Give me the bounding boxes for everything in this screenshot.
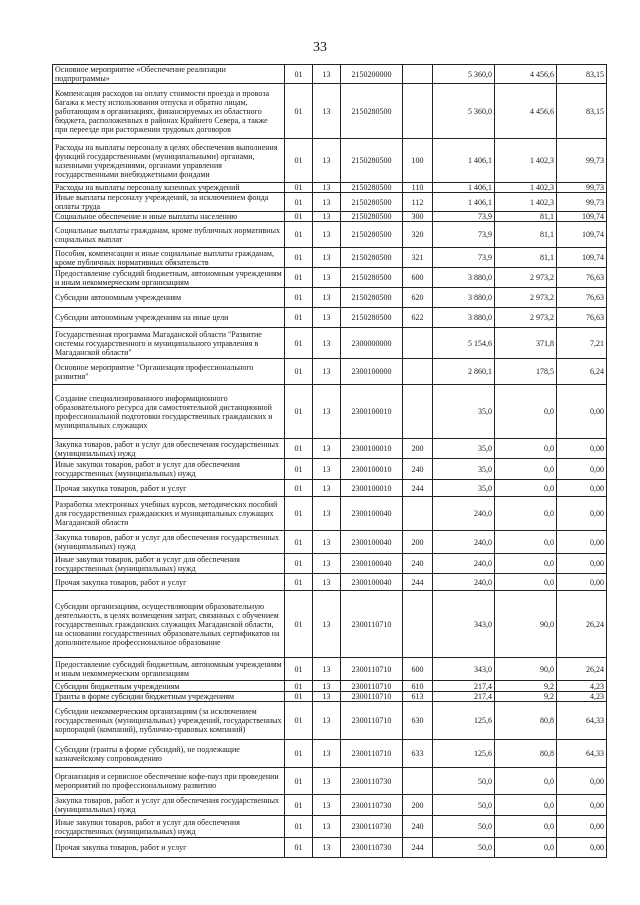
section-code: 01 [285, 183, 313, 193]
section-code: 01 [285, 531, 313, 554]
execution-percent: 7,21 [557, 328, 607, 359]
subsection-code: 13 [313, 591, 341, 658]
section-code: 01 [285, 439, 313, 459]
expense-type-code: 321 [403, 248, 433, 268]
expense-type-code: 622 [403, 308, 433, 328]
target-article-code: 2150280500 [341, 248, 403, 268]
execution-percent: 6,24 [557, 359, 607, 385]
execution-percent: 26,24 [557, 658, 607, 681]
expense-type-code: 633 [403, 740, 433, 768]
target-article-code: 2150280500 [341, 268, 403, 288]
approved-amount: 35,0 [433, 439, 495, 459]
section-code: 01 [285, 740, 313, 768]
execution-percent: 99,73 [557, 193, 607, 212]
target-article-code: 2300110730 [341, 838, 403, 858]
page-number: 33 [313, 40, 327, 55]
table-row [53, 554, 607, 574]
executed-amount: 0,0 [495, 795, 557, 816]
target-article-code: 2150280500 [341, 193, 403, 212]
execution-percent: 0,00 [557, 554, 607, 574]
row-name: Иные закупки товаров, работ и услуг для обеспечения государственных (муниципальных) нужд [53, 554, 285, 574]
table-row [53, 459, 607, 480]
section-code: 01 [285, 268, 313, 288]
expense-type-code: 600 [403, 268, 433, 288]
target-article-code: 2150280500 [341, 183, 403, 193]
approved-amount: 240,0 [433, 574, 495, 591]
row-name: Закупка товаров, работ и услуг для обеспечения государственных (муниципальных) нужд [53, 439, 285, 459]
subsection-code: 13 [313, 212, 341, 222]
executed-amount: 81,1 [495, 222, 557, 248]
section-code: 01 [285, 816, 313, 838]
row-name: Прочая закупка товаров, работ и услуг [53, 480, 285, 497]
expense-type-code [403, 385, 433, 439]
target-article-code: 2300110710 [341, 658, 403, 681]
target-article-code: 2150280500 [341, 288, 403, 308]
section-code: 01 [285, 658, 313, 681]
subsection-code: 13 [313, 574, 341, 591]
expense-type-code: 100 [403, 139, 433, 183]
approved-amount: 73,9 [433, 248, 495, 268]
executed-amount: 4 456,6 [495, 65, 557, 84]
subsection-code: 13 [313, 308, 341, 328]
row-name: Иные закупки товаров, работ и услуг для обеспечения государственных (муниципальных) нужд [53, 816, 285, 838]
executed-amount: 81,1 [495, 248, 557, 268]
table-row [53, 359, 607, 385]
approved-amount: 343,0 [433, 658, 495, 681]
subsection-code: 13 [313, 193, 341, 212]
subsection-code: 13 [313, 692, 341, 702]
approved-amount: 3 880,0 [433, 308, 495, 328]
table-row [53, 574, 607, 591]
approved-amount: 50,0 [433, 795, 495, 816]
execution-percent: 76,63 [557, 308, 607, 328]
expense-type-code: 630 [403, 702, 433, 740]
executed-amount: 4 456,6 [495, 84, 557, 139]
target-article-code: 2300110710 [341, 681, 403, 692]
subsection-code: 13 [313, 84, 341, 139]
table-row [53, 816, 607, 838]
execution-percent: 0,00 [557, 385, 607, 439]
target-article-code: 2300100040 [341, 574, 403, 591]
section-code: 01 [285, 139, 313, 183]
approved-amount: 50,0 [433, 768, 495, 795]
executed-amount: 0,0 [495, 816, 557, 838]
executed-amount: 1 402,3 [495, 183, 557, 193]
section-code: 01 [285, 84, 313, 139]
expense-type-code: 240 [403, 816, 433, 838]
executed-amount: 2 973,2 [495, 268, 557, 288]
table-row [53, 768, 607, 795]
executed-amount: 178,5 [495, 359, 557, 385]
subsection-code: 13 [313, 328, 341, 359]
execution-percent: 0,00 [557, 795, 607, 816]
table-row [53, 248, 607, 268]
row-name: Социальные выплаты гражданам, кроме публичных нормативных социальных выплат [53, 222, 285, 248]
execution-percent: 99,73 [557, 183, 607, 193]
approved-amount: 1 406,1 [433, 139, 495, 183]
execution-percent: 4,23 [557, 681, 607, 692]
expense-type-code: 613 [403, 692, 433, 702]
approved-amount: 5 154,6 [433, 328, 495, 359]
row-name: Субсидии автономным учреждениям [53, 288, 285, 308]
subsection-code: 13 [313, 816, 341, 838]
table-row [53, 212, 607, 222]
approved-amount: 1 406,1 [433, 183, 495, 193]
executed-amount: 1 402,3 [495, 139, 557, 183]
target-article-code: 2300110730 [341, 816, 403, 838]
subsection-code: 13 [313, 480, 341, 497]
section-code: 01 [285, 288, 313, 308]
approved-amount: 35,0 [433, 480, 495, 497]
section-code: 01 [285, 768, 313, 795]
executed-amount: 90,0 [495, 658, 557, 681]
target-article-code: 2150280500 [341, 212, 403, 222]
expense-type-code: 244 [403, 480, 433, 497]
section-code: 01 [285, 385, 313, 439]
expense-type-code: 112 [403, 193, 433, 212]
execution-percent: 0,00 [557, 838, 607, 858]
subsection-code: 13 [313, 740, 341, 768]
section-code: 01 [285, 222, 313, 248]
target-article-code: 2150200000 [341, 65, 403, 84]
execution-percent: 83,15 [557, 84, 607, 139]
approved-amount: 240,0 [433, 531, 495, 554]
approved-amount: 217,4 [433, 692, 495, 702]
subsection-code: 13 [313, 439, 341, 459]
approved-amount: 73,9 [433, 212, 495, 222]
row-name: Основное мероприятие "Организация профессионального развития" [53, 359, 285, 385]
execution-percent: 0,00 [557, 574, 607, 591]
row-name: Закупка товаров, работ и услуг для обеспечения государственных (муниципальных) нужд [53, 795, 285, 816]
table-row [53, 65, 607, 84]
table-row [53, 591, 607, 658]
expense-type-code: 200 [403, 531, 433, 554]
section-code: 01 [285, 591, 313, 658]
approved-amount: 240,0 [433, 497, 495, 531]
execution-percent: 0,00 [557, 439, 607, 459]
table-row [53, 681, 607, 692]
executed-amount: 0,0 [495, 480, 557, 497]
approved-amount: 125,6 [433, 740, 495, 768]
table-row [53, 497, 607, 531]
execution-percent: 83,15 [557, 65, 607, 84]
row-name: Расходы на выплаты персоналу в целях обеспечения выполнения функций государственными (муниципальными) органами, казенными учреждениями, органами управления государственными внебюджетными фондами [53, 139, 285, 183]
row-name: Гранты в форме субсидии бюджетным учреждениям [53, 692, 285, 702]
executed-amount: 0,0 [495, 497, 557, 531]
expense-type-code: 200 [403, 795, 433, 816]
approved-amount: 343,0 [433, 591, 495, 658]
execution-percent: 76,63 [557, 268, 607, 288]
row-name: Закупка товаров, работ и услуг для обеспечения государственных (муниципальных) нужд [53, 531, 285, 554]
section-code: 01 [285, 702, 313, 740]
section-code: 01 [285, 838, 313, 858]
subsection-code: 13 [313, 268, 341, 288]
row-name: Организация и сервисное обеспечение кофе-пауз при проведении мероприятий по профессиональному развитию [53, 768, 285, 795]
subsection-code: 13 [313, 139, 341, 183]
expense-type-code: 240 [403, 459, 433, 480]
expense-type-code: 600 [403, 658, 433, 681]
section-code: 01 [285, 795, 313, 816]
execution-percent: 0,00 [557, 816, 607, 838]
executed-amount: 0,0 [495, 531, 557, 554]
section-code: 01 [285, 681, 313, 692]
approved-amount: 50,0 [433, 816, 495, 838]
approved-amount: 1 406,1 [433, 193, 495, 212]
section-code: 01 [285, 248, 313, 268]
executed-amount: 9,2 [495, 681, 557, 692]
target-article-code: 2300100000 [341, 359, 403, 385]
execution-percent: 109,74 [557, 212, 607, 222]
approved-amount: 240,0 [433, 554, 495, 574]
table-row [53, 702, 607, 740]
section-code: 01 [285, 359, 313, 385]
row-name: Субсидии автономным учреждениям на иные цели [53, 308, 285, 328]
section-code: 01 [285, 554, 313, 574]
table-row [53, 308, 607, 328]
execution-percent: 76,63 [557, 288, 607, 308]
approved-amount: 125,6 [433, 702, 495, 740]
subsection-code: 13 [313, 838, 341, 858]
section-code: 01 [285, 459, 313, 480]
row-name: Расходы на выплаты персоналу казенных учреждений [53, 183, 285, 193]
table-row [53, 480, 607, 497]
expense-type-code: 244 [403, 574, 433, 591]
row-name: Иные выплаты персоналу учреждений, за исключением фонда оплаты труда [53, 193, 285, 212]
subsection-code: 13 [313, 795, 341, 816]
section-code: 01 [285, 328, 313, 359]
subsection-code: 13 [313, 497, 341, 531]
table-row [53, 84, 607, 139]
target-article-code: 2300110710 [341, 692, 403, 702]
target-article-code: 2300110710 [341, 702, 403, 740]
subsection-code: 13 [313, 768, 341, 795]
row-name: Государственная программа Магаданской области "Развитие системы государственного и муниципального управления в Магаданской области" [53, 328, 285, 359]
row-name: Субсидии организациям, осуществляющим образовательную деятельность, в целях возмещения затрат, связанных с обучением государственных гражданских служащих Магаданской области, на основании государственных образовательных сертификатов на дополнительное профессиональное образование [53, 591, 285, 658]
expense-type-code: 110 [403, 183, 433, 193]
budget-table [52, 64, 607, 858]
subsection-code: 13 [313, 531, 341, 554]
execution-percent: 4,23 [557, 692, 607, 702]
approved-amount: 217,4 [433, 681, 495, 692]
expense-type-code: 620 [403, 288, 433, 308]
table-row [53, 222, 607, 248]
row-name: Прочая закупка товаров, работ и услуг [53, 574, 285, 591]
row-name: Субсидии некоммерческим организациям (за исключением государственных (муниципальных) учреждений, государственных корпораций (компаний), публично-правовых компаний) [53, 702, 285, 740]
execution-percent: 99,73 [557, 139, 607, 183]
approved-amount: 50,0 [433, 838, 495, 858]
table-row [53, 328, 607, 359]
executed-amount: 2 973,2 [495, 308, 557, 328]
expense-type-code [403, 497, 433, 531]
table-row [53, 531, 607, 554]
executed-amount: 80,8 [495, 702, 557, 740]
approved-amount: 2 860,1 [433, 359, 495, 385]
table-row [53, 740, 607, 768]
executed-amount: 0,0 [495, 574, 557, 591]
subsection-code: 13 [313, 65, 341, 84]
section-code: 01 [285, 480, 313, 497]
executed-amount: 0,0 [495, 439, 557, 459]
target-article-code: 2300110710 [341, 740, 403, 768]
section-code: 01 [285, 497, 313, 531]
table-row [53, 795, 607, 816]
target-article-code: 2300100010 [341, 459, 403, 480]
target-article-code: 2300100010 [341, 385, 403, 439]
target-article-code: 2300100010 [341, 480, 403, 497]
execution-percent: 0,00 [557, 531, 607, 554]
executed-amount: 0,0 [495, 385, 557, 439]
subsection-code: 13 [313, 385, 341, 439]
executed-amount: 0,0 [495, 554, 557, 574]
executed-amount: 0,0 [495, 838, 557, 858]
row-name: Иные закупки товаров, работ и услуг для обеспечения государственных (муниципальных) нужд [53, 459, 285, 480]
target-article-code: 2300000000 [341, 328, 403, 359]
expense-type-code [403, 65, 433, 84]
execution-percent: 26,24 [557, 591, 607, 658]
executed-amount: 80,8 [495, 740, 557, 768]
executed-amount: 0,0 [495, 768, 557, 795]
target-article-code: 2300110730 [341, 795, 403, 816]
target-article-code: 2300100040 [341, 531, 403, 554]
approved-amount: 73,9 [433, 222, 495, 248]
subsection-code: 13 [313, 681, 341, 692]
table-body [53, 65, 607, 858]
execution-percent: 109,74 [557, 222, 607, 248]
approved-amount: 35,0 [433, 385, 495, 439]
execution-percent: 109,74 [557, 248, 607, 268]
row-name: Компенсация расходов на оплату стоимости проезда и провоза багажа к месту использования отпуска и обратно лицам, работающим в организациях, финансируемых из областного бюджета, расположенных в районах Крайнего Севера, а также при переезде при расторжении трудовых договоров [53, 84, 285, 139]
executed-amount: 2 973,2 [495, 288, 557, 308]
expense-type-code: 240 [403, 554, 433, 574]
row-name: Основное мероприятие «Обеспечение реализации подпрограммы» [53, 65, 285, 84]
executed-amount: 9,2 [495, 692, 557, 702]
execution-percent: 0,00 [557, 480, 607, 497]
section-code: 01 [285, 65, 313, 84]
expense-type-code: 610 [403, 681, 433, 692]
section-code: 01 [285, 308, 313, 328]
subsection-code: 13 [313, 658, 341, 681]
row-name: Создание специализированного информационного образовательного ресурса для самостоятельной дистанционной профессиональной подготовки государственных гражданских и муниципальных служащих [53, 385, 285, 439]
executed-amount: 0,0 [495, 459, 557, 480]
expense-type-code: 200 [403, 439, 433, 459]
target-article-code: 2300100040 [341, 497, 403, 531]
approved-amount: 3 880,0 [433, 288, 495, 308]
expense-type-code: 244 [403, 838, 433, 858]
target-article-code: 2150280500 [341, 222, 403, 248]
executed-amount: 90,0 [495, 591, 557, 658]
subsection-code: 13 [313, 702, 341, 740]
row-name: Субсидии (гранты в форме субсидий), не подлежащие казначейскому сопровождению [53, 740, 285, 768]
table-row [53, 838, 607, 858]
execution-percent: 0,00 [557, 768, 607, 795]
expense-type-code [403, 768, 433, 795]
table-row [53, 139, 607, 183]
table-row [53, 268, 607, 288]
section-code: 01 [285, 574, 313, 591]
executed-amount: 81,1 [495, 212, 557, 222]
executed-amount: 1 402,3 [495, 193, 557, 212]
target-article-code: 2300110730 [341, 768, 403, 795]
expense-type-code: 320 [403, 222, 433, 248]
table-row [53, 193, 607, 212]
subsection-code: 13 [313, 459, 341, 480]
approved-amount: 35,0 [433, 459, 495, 480]
target-article-code: 2150280500 [341, 308, 403, 328]
expense-type-code [403, 359, 433, 385]
approved-amount: 5 360,0 [433, 65, 495, 84]
target-article-code: 2300110710 [341, 591, 403, 658]
row-name: Разработка электронных учебных курсов, методических пособий для государственных гражданских и муниципальных служащих Магаданской области [53, 497, 285, 531]
subsection-code: 13 [313, 183, 341, 193]
row-name: Предоставление субсидий бюджетным, автономным учреждениям и иным некоммерческим организациям [53, 268, 285, 288]
section-code: 01 [285, 193, 313, 212]
table-row [53, 439, 607, 459]
target-article-code: 2300100010 [341, 439, 403, 459]
execution-percent: 64,33 [557, 702, 607, 740]
subsection-code: 13 [313, 359, 341, 385]
approved-amount: 3 880,0 [433, 268, 495, 288]
target-article-code: 2150280500 [341, 84, 403, 139]
approved-amount: 5 360,0 [433, 84, 495, 139]
row-name: Прочая закупка товаров, работ и услуг [53, 838, 285, 858]
table-row [53, 692, 607, 702]
subsection-code: 13 [313, 288, 341, 308]
execution-percent: 64,33 [557, 740, 607, 768]
expense-type-code [403, 591, 433, 658]
row-name: Социальное обеспечение и иные выплаты населению [53, 212, 285, 222]
table-row [53, 183, 607, 193]
subsection-code: 13 [313, 554, 341, 574]
execution-percent: 0,00 [557, 497, 607, 531]
subsection-code: 13 [313, 248, 341, 268]
table-row [53, 288, 607, 308]
row-name: Предоставление субсидий бюджетным, автономным учреждениям и иным некоммерческим организациям [53, 658, 285, 681]
section-code: 01 [285, 212, 313, 222]
expense-type-code [403, 328, 433, 359]
row-name: Пособия, компенсации и иные социальные выплаты гражданам, кроме публичных нормативных обязательств [53, 248, 285, 268]
subsection-code: 13 [313, 222, 341, 248]
target-article-code: 2150280500 [341, 139, 403, 183]
row-name: Субсидии бюджетным учреждениям [53, 681, 285, 692]
expense-type-code [403, 84, 433, 139]
expense-type-code: 300 [403, 212, 433, 222]
target-article-code: 2300100040 [341, 554, 403, 574]
table-row [53, 658, 607, 681]
execution-percent: 0,00 [557, 459, 607, 480]
section-code: 01 [285, 692, 313, 702]
executed-amount: 371,8 [495, 328, 557, 359]
table-row [53, 385, 607, 439]
